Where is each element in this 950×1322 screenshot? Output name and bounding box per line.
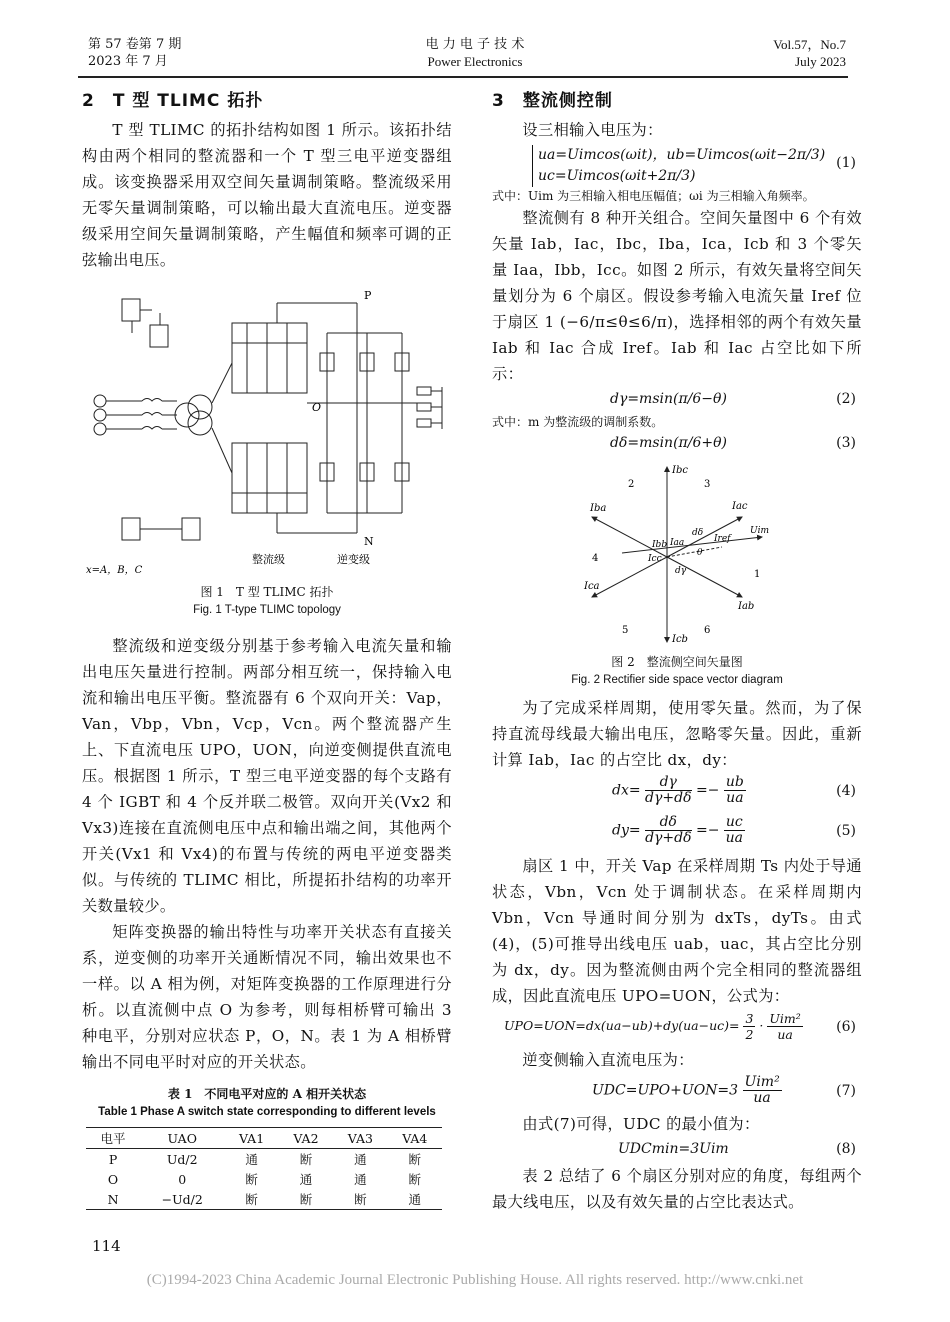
equation-number: (3) — [836, 435, 856, 451]
table-cell: 0 — [178, 1171, 187, 1187]
paragraph: 矩阵变换器的输出特性与功率开关状态有直接关系，逆变侧的功率开关通断情况不同，输出效果也不一样。以 A 相为例，对矩阵变换器的工作原理进行分析。以直流侧中点 O 为参考，则每相桥臂可输出 3 种电平，分别对应状态 P，O，N。表 1 为 A 相桥臂输出不同电平时对应的开关状态。 — [82, 923, 452, 1071]
table-cell: 断 — [224, 1189, 278, 1210]
table-cell: 断 — [408, 1152, 422, 1167]
vector-label: dδ — [692, 528, 704, 538]
equation-1-line-1: ua=Uimcos(ωit)，ub=Uimcos(ωit−2π/3) — [538, 147, 826, 163]
paragraph: 由式(7)可得，UDC 的最小值为： — [522, 1115, 760, 1133]
vector-label: Iba — [590, 503, 607, 514]
fraction-numerator: Uim² — [769, 1011, 801, 1026]
paragraph: 为了完成采样周期，使用零矢量。然而，为了保持直流母线最大输出电压，忽略零矢量。因此，重新计算 Iab，Iac 的占空比 dx，dy： — [492, 699, 862, 769]
table-row — [86, 1149, 442, 1170]
table-cell: 断 — [245, 1172, 258, 1187]
fraction-numerator: ub — [725, 774, 744, 790]
vector-label: Ibc — [672, 465, 688, 476]
vector-label: Iab — [738, 601, 755, 612]
space-vector-diagram — [492, 457, 862, 653]
paragraph: 设三相输入电压为： — [522, 121, 663, 139]
table-row — [86, 1189, 442, 1210]
table-cell: 通 — [388, 1189, 442, 1210]
table-cell: 断 — [408, 1172, 422, 1187]
node-O: O — [312, 401, 322, 414]
issue-date: 2023 年 7 月 — [88, 54, 168, 69]
table-1 — [86, 1127, 442, 1210]
paragraph: 逆变侧输入直流电压为： — [522, 1051, 694, 1069]
sector-label: 1 — [754, 569, 761, 580]
table-cell: O — [107, 1171, 119, 1187]
equation-body: UDCmin=3Uim — [618, 1141, 729, 1157]
paragraph: 整流侧有 8 种开关组合。空间矢量图中 6 个有效矢量 Iab，Iac，Ibc，Iba，Ica，Icb 和 3 个零矢量 Iaa，Ibb，Icc。如图 2 所示，有效矢量将空间矢量划分为 6 个扇区。假设参考输入电流矢量 Iref 位于扇区 1 (−6/π≤θ≤6/π)，选择相邻的两个有效矢量 Iab 和 Iac 合成 Iref。Iab 和 Iac 占空比如下所示： — [492, 209, 862, 383]
paragraph: 整流级和逆变级分别基于参考输入电流矢量和输出电压矢量进行控制。两部分相互统一，保持输入电流和输出电压平衡。整流器有 6 个双向开关：Vap，Van，Vbp，Vbn，Vcp，Vcn。两个整流器产生上、下直流电压 UPO，UON，向逆变侧提供直流电压。根据图 1 所示，T 型三电平逆变器的每个支路有 4 个 IGBT 和 4 个反并联二极管。双向开关(Vx2 和 Vx3)连接在直流侧电压中点和输出端之间，其他两个开关(Vx1 和 Vx4)的布置与传统的两电平逆变器类似。与传统的 TLIMC 相比，所提拓扑结构的功率开关数量较少。 — [82, 637, 452, 915]
equation-part: UDC=UPO+UON=3 — [592, 1082, 739, 1099]
table-cell: 通 — [354, 1152, 367, 1167]
table-header: VA2 — [279, 1128, 333, 1149]
equation-number: (8) — [836, 1141, 856, 1157]
equation-3 — [492, 431, 862, 457]
equation-part: · — [759, 1018, 764, 1033]
equation-number: (6) — [836, 1019, 856, 1035]
equation-number: (4) — [836, 783, 856, 799]
page-number: 114 — [92, 1237, 121, 1255]
fraction-numerator: Uim² — [744, 1074, 780, 1090]
table-header: VA3 — [333, 1128, 387, 1149]
section-title-2: 2 T 型 TLIMC 拓扑 — [82, 91, 264, 111]
sector-label: 3 — [704, 479, 711, 490]
figure-1-caption-en: Fig. 1 T-type TLIMC topology — [193, 604, 341, 616]
equation-5 — [492, 813, 862, 853]
fraction-denominator: dγ+dδ — [645, 790, 692, 806]
sector-label: 4 — [592, 553, 599, 564]
label-inverter-stage: 逆变级 — [337, 553, 370, 566]
fraction-denominator: ua — [726, 790, 744, 806]
left-column — [82, 86, 452, 1210]
vector-label: Uim — [750, 526, 769, 536]
fraction-denominator: dγ+dδ — [645, 830, 692, 846]
figure-1 — [82, 283, 452, 583]
equation-body: dδ=msin(π/6+θ) — [610, 435, 727, 451]
equation-7 — [492, 1073, 862, 1111]
equation-number: (7) — [836, 1083, 856, 1099]
label-rectifier-stage: 整流级 — [252, 553, 285, 566]
section-title-3: 3 整流侧控制 — [492, 91, 613, 111]
figure-2-caption-en: Fig. 2 Rectifier side space vector diagram — [571, 674, 783, 686]
journal-issue-en — [773, 36, 846, 70]
table-cell: P — [108, 1151, 118, 1167]
equation-part: dx= — [612, 782, 641, 799]
table-cell: Ud/2 — [166, 1151, 198, 1167]
table-cell: 断 — [299, 1152, 313, 1167]
node-P: P — [364, 289, 372, 302]
sector-label: 6 — [704, 625, 711, 636]
vector-label: Iaa — [670, 538, 685, 548]
table-cell: 通 — [354, 1172, 367, 1187]
equation-part: =− — [695, 822, 720, 839]
equation-number: (5) — [836, 823, 856, 839]
fraction-denominator: ua — [753, 1090, 771, 1106]
equation-6 — [492, 1009, 862, 1047]
issue-volume: 第 57 卷第 7 期 — [88, 37, 182, 52]
note: 式中：m 为整流级的调制系数。 — [492, 415, 664, 429]
fraction-numerator: uc — [725, 814, 743, 830]
table-header: UAO — [140, 1128, 224, 1149]
equation-part: =− — [695, 782, 720, 799]
topology-diagram — [82, 283, 452, 583]
table-header: 电平 — [86, 1128, 140, 1149]
table-cell: 断 — [333, 1189, 387, 1210]
table-header: VA4 — [388, 1128, 442, 1149]
paragraph: T 型 TLIMC 的拓扑结构如图 1 所示。该拓扑结构由两个相同的整流器和一个 T 型三电平逆变器组成。该变换器采用双空间矢量调制策略。整流级采用无零矢量调制策略，可以输出最大直流电压。逆变器级采用空间矢量调制策略，产生幅值和频率可调的正弦输出电压。 — [82, 121, 452, 269]
journal-name-en: Power Electronics — [427, 54, 523, 69]
header-rule — [78, 76, 848, 78]
table-1-title-cn: 表 1 不同电平对应的 A 相开关状态 — [167, 1087, 367, 1101]
paragraph: 表 2 总结了 6 个扇区分别对应的角度，每组两个最大线电压，以及有效矢量的占空比表达式。 — [492, 1167, 862, 1211]
table-cell: 断 — [279, 1189, 333, 1210]
vector-label: dγ — [675, 566, 687, 576]
volume-en: Vol.57，No.7 — [773, 37, 846, 52]
vector-label: Iac — [732, 501, 748, 512]
node-N: N — [364, 535, 374, 548]
equation-1-line-2: uc=Uimcos(ωit+2π/3) — [538, 168, 696, 184]
table-cell: N — [86, 1189, 140, 1210]
equation-1 — [492, 143, 862, 187]
fraction-denominator: 2 — [745, 1027, 754, 1042]
table-header: VA1 — [224, 1128, 278, 1149]
sector-label: 5 — [622, 625, 629, 636]
equation-4 — [492, 773, 862, 813]
table-cell: 通 — [245, 1152, 258, 1167]
equation-part: UPO=UON=dx(ua−ub)+dy(ua−uc)= — [504, 1018, 740, 1033]
label-x: x=A，B，C — [86, 565, 143, 576]
vector-label: Ibb — [652, 540, 668, 550]
vector-label: Ica — [584, 581, 600, 592]
paragraph: 扇区 1 中，开关 Vap 在采样周期 Ts 内处于导通状态，Vbn，Vcn 处于调制状态。在采样周期内 Vbn，Vcn 导通时间分别为 dxTs，dyTs。由式(4)，(5)可推导出线电压 uab，uac，其占空比分别为 dx，dy。因为整流侧由两个完全相同的整流器组成，因此直流电压 UPO=UON，公式为： — [492, 857, 862, 1005]
equation-part: dy= — [612, 822, 641, 839]
vector-label: Icb — [672, 634, 688, 645]
copyright-footer: (C)1994-2023 China Academic Journal Electronic Publishing House. All rights reserved. http://www.cnki.net — [146, 1272, 804, 1288]
equation-number: (1) — [836, 155, 856, 171]
table-cell: 通 — [299, 1172, 313, 1187]
equation-8 — [492, 1137, 862, 1163]
figure-2 — [492, 457, 862, 653]
fraction-numerator: dδ — [645, 815, 691, 831]
date-en: July 2023 — [795, 54, 846, 69]
fraction-numerator: 3 — [745, 1011, 754, 1026]
table-cell: −Ud/2 — [140, 1189, 224, 1210]
table-row — [86, 1169, 442, 1189]
fraction-numerator: dγ — [645, 775, 691, 791]
figure-1-caption-cn: 图 1 T 型 TLIMC 拓扑 — [200, 585, 334, 599]
table-1-title-en: Table 1 Phase A switch state corresponding to different levels — [98, 1106, 436, 1118]
vector-label: Iref — [714, 534, 731, 544]
equation-body: dγ=msin(π/6−θ) — [610, 391, 727, 407]
fraction-denominator: ua — [725, 830, 743, 846]
journal-name-cn: 电 力 电 子 技 术 — [425, 37, 525, 52]
fraction-denominator: ua — [777, 1027, 793, 1042]
note: 式中：Uim 为三相输入相电压幅值；ωi 为三相输入角频率。 — [492, 189, 815, 203]
vector-label: Icc — [648, 554, 662, 564]
figure-2-caption-cn: 图 2 整流侧空间矢量图 — [611, 655, 743, 669]
equation-2 — [492, 387, 862, 413]
equation-number: (2) — [836, 391, 856, 407]
right-column — [492, 86, 862, 1215]
vector-label: θ — [697, 548, 703, 558]
sector-label: 2 — [628, 479, 635, 490]
